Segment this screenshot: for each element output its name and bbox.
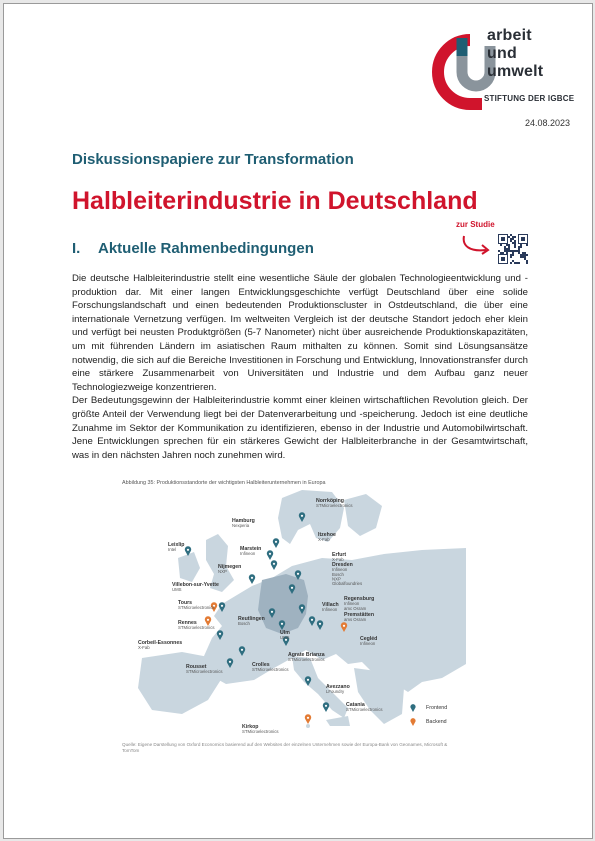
map-legend xyxy=(410,704,447,726)
location-city-label: Reutlingen xyxy=(238,616,265,622)
pin-center-dot xyxy=(241,649,243,651)
pin-center-dot xyxy=(187,549,189,551)
location-company-label: STMicroelectronics xyxy=(178,625,215,631)
frontend-location-pin xyxy=(323,702,329,712)
location-city-label: Erfurt xyxy=(332,552,347,558)
location-company-label: X-Fab xyxy=(138,645,150,651)
pin-center-dot xyxy=(325,705,327,707)
publication-date: 24.08.2023 xyxy=(524,118,570,128)
location-company-label: Infineon xyxy=(332,567,348,573)
pin-center-dot xyxy=(207,619,209,621)
pin-center-dot xyxy=(281,623,283,625)
location-company-label: LFoundry xyxy=(326,689,345,695)
pin-center-dot xyxy=(221,605,223,607)
figure-caption: Abbildung 35: Produktionsstandorte der wichtigsten Halbleiterunternehmen in Europa xyxy=(122,480,326,486)
location-company-label: Bosch xyxy=(332,571,344,577)
pin-center-dot xyxy=(273,563,275,565)
location-company-label: STMicroelectronics xyxy=(288,657,325,663)
location-company-label: Bosch xyxy=(238,621,250,627)
pin-center-dot xyxy=(307,679,309,681)
location-city-label: Dresden xyxy=(332,562,353,568)
location-company-label: Infineon xyxy=(322,607,338,613)
pin-center-dot xyxy=(219,633,221,635)
backend-pin-icon xyxy=(410,718,416,726)
location-city-label: Regensburg xyxy=(344,596,375,602)
location-company-label: STMicroelectronics xyxy=(252,667,289,673)
document-page xyxy=(3,3,593,839)
body-text xyxy=(72,272,528,462)
location-company-label: NXP xyxy=(332,576,341,582)
location-company-label: Infineon xyxy=(360,641,376,647)
location-city-label: Premstätten xyxy=(344,612,374,618)
location-company-label: Infineon xyxy=(344,601,360,607)
frontend-pin-icon xyxy=(410,704,416,712)
legend-backend xyxy=(410,718,447,726)
brand-line-3: umwelt xyxy=(487,63,544,80)
legend-backend-label: Backend xyxy=(426,719,447,725)
location-company-label: amc Osram xyxy=(344,605,367,611)
frontend-location-pin xyxy=(273,538,279,548)
brand-line-1: arbeit xyxy=(487,27,532,44)
pin-center-dot xyxy=(301,607,303,609)
section-title: Aktuelle Rahmenbedingungen xyxy=(98,240,314,257)
paragraph: Die deutsche Halbleiterindustrie stellt eine wesentliche Säule der globalen Technologieentwicklung und -produktion dar. Mit einer langen Entwicklungsgeschichte verfügt Deutschland über eine solide Forschungslandschaft und einen bedeutenden Produktionscluster in Ostdeutschland, die über eine internationale Vernetzung verfügen. Im weltweiten Vergleich ist der deutsche Standort jedoch eher klein und verfügt bei neusten Produktgrößen (5-7 Nanometer) nicht über ausreichende Produktionskapazitäten, um mit führenden Ländern im asiatischen Raum mithalten zu können. Somit sind Lösungsansätze notwendig, die sich auf die Bereiche Investitionen in Forschung und Entwicklung, Innovationstransfer durch eine stärkere Zusammenarbeit von Universitäten und Industrie und dem Aufbau ganz neuer Technologiezweige konzentrieren. xyxy=(72,273,528,393)
location-city-label: Cegléd xyxy=(360,636,378,642)
location-city-label: Leixlip xyxy=(168,542,185,548)
backend-location-pin xyxy=(305,714,311,724)
pin-center-dot xyxy=(319,623,321,625)
pin-center-dot xyxy=(269,553,271,555)
location-company-label: X-Fab xyxy=(318,537,330,543)
legend-frontend-label: Frontend xyxy=(426,705,448,711)
location-city-label: Rousset xyxy=(186,664,207,670)
curved-arrow-icon xyxy=(460,232,496,256)
location-city-label: Nijmegen xyxy=(218,564,242,570)
location-company-label: Globalfoundries xyxy=(332,581,363,586)
page-title: Halbleiterindustrie in Deutschland xyxy=(72,187,478,215)
pin-center-dot xyxy=(229,661,231,663)
brand-line-2: und xyxy=(487,45,517,62)
europe-map xyxy=(122,488,466,740)
series-title: Diskussionspapiere zur Transformation xyxy=(72,151,354,168)
pin-center-dot xyxy=(271,611,273,613)
qr-code-icon[interactable] xyxy=(498,234,528,264)
location-city-label: Villebon-sur-Yvette xyxy=(172,582,219,588)
frontend-location-pin xyxy=(267,550,273,560)
section-heading xyxy=(72,240,314,257)
paragraph: Der Bedeutungsgewinn der Halbleiterindustrie kommt einer kleinen wirtschaftlichen Revolution gleich. Der größte Anteil der Verwendung liegt bei der Datenverarbeitung und -speicherung. Jedoch ist eine deutliche Zunahme im Sektor der Kommunikation zu identifizieren, ebenso in der Industrie und Automobilwirtschaft. Jene Entwicklungen sprechen für ein stärkeres Gewicht der Halbleiterbranche in der Gesamtwirtschaft, was in den nächsten Jahren noch zunehmen wird. xyxy=(72,395,528,461)
location-company-label: NXP xyxy=(218,569,227,575)
frontend-location-pin xyxy=(271,560,277,570)
location-city-label: Catania xyxy=(346,702,365,708)
location-city-label: Avezzano xyxy=(326,684,350,690)
location-company-label: ams Osram xyxy=(344,617,367,623)
location-city-label: Hamburg xyxy=(232,518,255,524)
location-company-label: STMicroelectronics xyxy=(346,707,383,713)
location-company-label: UMS xyxy=(280,635,290,641)
location-city-label: Rennes xyxy=(178,620,197,626)
pin-center-dot xyxy=(251,577,253,579)
location-company-label: Nexperia xyxy=(232,523,250,529)
pin-center-dot xyxy=(301,515,303,517)
location-city-label: Norrköping xyxy=(316,498,344,504)
location-company-label: Infineon xyxy=(240,551,256,557)
foundation-name: STIFTUNG DER IGBCE xyxy=(484,94,575,103)
location-city-label: Crolles xyxy=(252,662,270,668)
pin-center-dot xyxy=(311,619,313,621)
location-city-label: Villach xyxy=(322,602,339,608)
figure-source: Quelle: Eigene Darstellung von Oxford Economics basierend auf den Websites der einzelnen Unternehmen sowie der Europa-Bank von Geonames, Microsoft & TomTom xyxy=(122,742,448,754)
location-company-label: STMicroelectronics xyxy=(316,503,353,509)
location-city-label: Kirkop xyxy=(242,724,259,730)
location-company-label: STMicroelectronics xyxy=(242,729,279,735)
location-city-label: Tours xyxy=(178,600,193,606)
legend-frontend xyxy=(410,704,447,712)
location-city-label: Itzehoe xyxy=(318,532,336,538)
location-city-label: Marstein xyxy=(240,546,262,552)
pin-center-dot xyxy=(343,625,345,627)
location-company-label: STMicroelectronics xyxy=(178,605,215,611)
pin-center-dot xyxy=(297,573,299,575)
pin-center-dot xyxy=(307,717,309,719)
frontend-location-pin xyxy=(249,574,255,584)
pin-center-dot xyxy=(291,587,293,589)
location-city-label: Ulm xyxy=(280,630,290,636)
study-link-label[interactable]: zur Studie xyxy=(456,220,495,229)
section-number: I. xyxy=(72,240,81,257)
location-company-label: UMS xyxy=(172,587,182,593)
location-company-label: STMicroelectronics xyxy=(186,669,223,675)
location-company-label: Intel xyxy=(168,547,177,553)
location-city-label: Agrate Brianza xyxy=(288,652,325,658)
location-company-label: X-Fab xyxy=(332,557,344,563)
pin-center-dot xyxy=(275,541,277,543)
location-city-label: Corbeil-Essonnes xyxy=(138,640,183,646)
